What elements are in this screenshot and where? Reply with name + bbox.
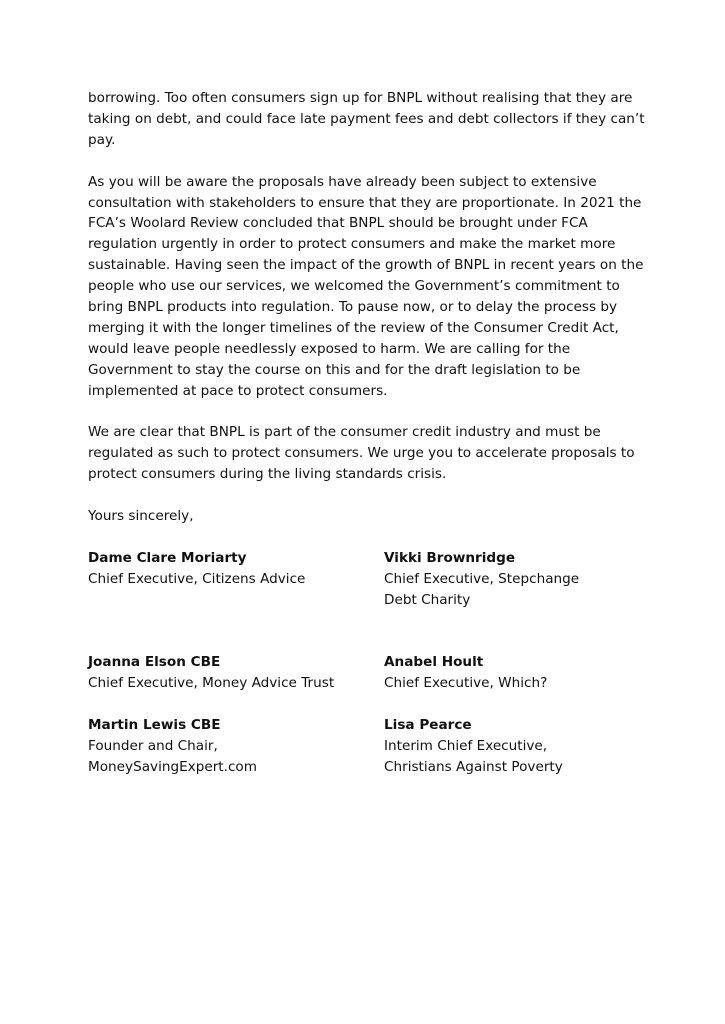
letter-page bbox=[88, 88, 648, 778]
signatory bbox=[88, 652, 384, 694]
signatory bbox=[88, 548, 384, 611]
signatory bbox=[384, 715, 648, 778]
signatory-role: Chief Executive, Citizens Advice bbox=[88, 570, 306, 587]
signatory-role: Founder and Chair, MoneySavingExpert.com bbox=[88, 737, 257, 775]
signatory-name: Anabel Hoult bbox=[384, 654, 484, 671]
signatory bbox=[384, 548, 648, 611]
signatory-name: Martin Lewis CBE bbox=[88, 717, 221, 734]
signatory-role: Chief Executive, Money Advice Trust bbox=[88, 675, 335, 692]
signatory-name: Lisa Pearce bbox=[384, 717, 472, 734]
closing-salutation: Yours sincerely, bbox=[88, 508, 194, 525]
signatory-role: Interim Chief Executive, Christians Against Poverty bbox=[384, 737, 563, 775]
signatory-name: Vikki Brownridge bbox=[384, 549, 516, 566]
signatory-name: Joanna Elson CBE bbox=[88, 654, 221, 671]
signatory bbox=[384, 652, 648, 694]
letter-paragraph: We are clear that BNPL is part of the consumer credit industry and must be regulated as such to protect consumers. We urge you to accelerate proposals to protect consumers during the living standards crisis. bbox=[88, 424, 635, 483]
signatory-role: Chief Executive, Stepchange Debt Charity bbox=[384, 570, 580, 608]
letter-paragraph: borrowing. Too often consumers sign up for BNPL without realising that they are taking on debt, and could face late payment fees and debt collectors if they can’t pay. bbox=[88, 90, 645, 148]
signatory bbox=[88, 715, 384, 778]
letter-paragraph: As you will be aware the proposals have already been subject to extensive consultation with stakeholders to ensure that they are proportionate. In 2021 the FCA’s Woolard Review concluded that BNPL should be brought under FCA regulation urgently in order to protect consumers and make the market more sustainable. Having seen the impact of the growth of BNPL in recent years on the people who use our services, we welcomed the Government’s commitment to bring BNPL products into regulation. To pause now, or to delay the process by merging it with the longer timelines of the review of the Consumer Credit Act, would leave people needlessly exposed to harm. We are calling for the Government to stay the course on this and for the draft legislation to be implemented at pace to protect consumers. bbox=[88, 173, 644, 399]
signatories bbox=[88, 548, 648, 778]
signatory-role: Chief Executive, Which? bbox=[384, 675, 548, 692]
signatory-name: Dame Clare Moriarty bbox=[88, 549, 247, 566]
